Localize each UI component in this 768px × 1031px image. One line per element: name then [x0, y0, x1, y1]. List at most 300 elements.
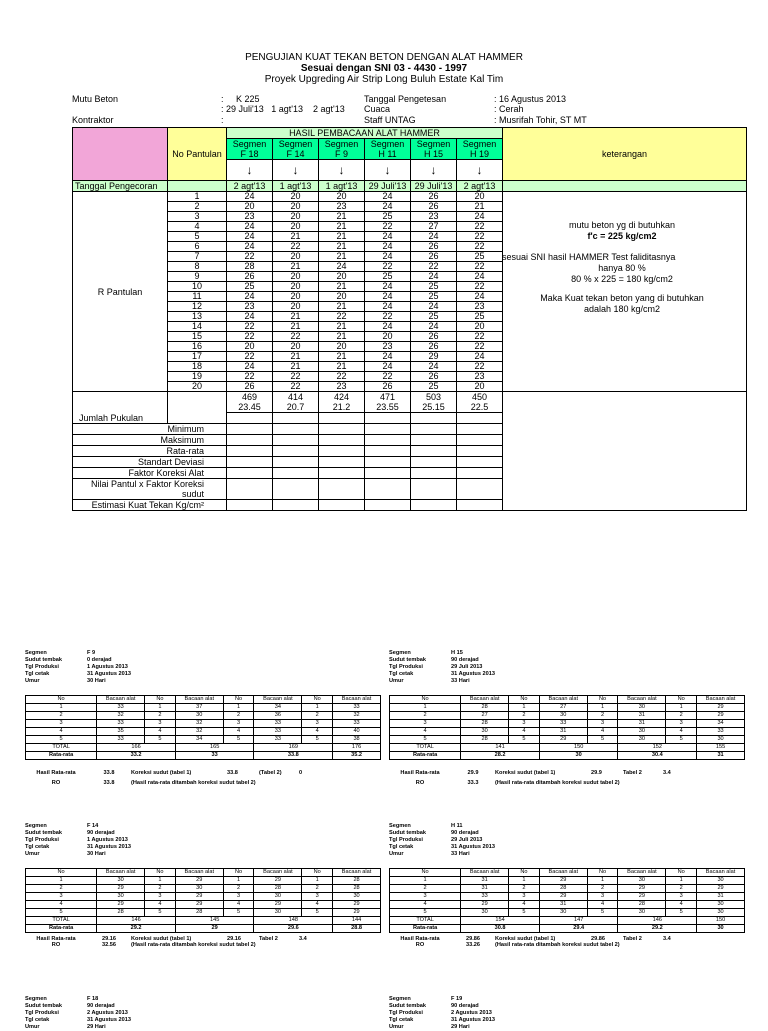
- total-cell: 146: [618, 917, 697, 925]
- table-cell: 20: [273, 212, 319, 222]
- table-cell: 24: [365, 282, 411, 292]
- meta-label: Umur: [389, 851, 404, 857]
- total-cell: 141: [461, 744, 540, 752]
- meta-label: Tgl cetak: [389, 1017, 414, 1023]
- table-cell: 26: [365, 382, 411, 392]
- meta-value: 90 derajad: [451, 1003, 479, 1009]
- table-cell: 28: [461, 704, 509, 712]
- table-cell: 34: [175, 736, 223, 744]
- colon-3: :: [221, 115, 224, 125]
- hasil-part: 33.8: [227, 770, 238, 776]
- table-cell: 24: [365, 202, 411, 212]
- meta-label: Tgl cetak: [25, 844, 50, 850]
- summary-cell: [227, 435, 273, 446]
- table-cell: 40: [333, 728, 381, 736]
- table-cell: 32: [333, 712, 381, 720]
- table-cell: 5: [302, 909, 333, 917]
- meta-label: Sudut tembak: [389, 1003, 426, 1009]
- ro-label: RO: [51, 942, 61, 948]
- meta-label: Tgl cetak: [25, 1017, 50, 1023]
- table-cell: 28: [539, 885, 587, 893]
- table-cell: 23: [457, 372, 503, 382]
- no-header: No: [302, 869, 333, 877]
- table-cell: 5: [26, 736, 97, 744]
- table-cell: 21: [273, 262, 319, 272]
- summary-cell: [319, 479, 365, 500]
- hasil-part: 29.86: [466, 936, 480, 942]
- meta-value: 31 Agustus 2013: [87, 671, 131, 677]
- table-cell: 23: [319, 202, 365, 212]
- table-cell: 24: [365, 252, 411, 262]
- summary-label: Minimum: [73, 424, 227, 435]
- table-cell: 24: [411, 362, 457, 372]
- average-cell: 23.45: [227, 402, 273, 413]
- total-cell: 176: [333, 744, 381, 752]
- total-cell: 469: [227, 392, 273, 403]
- hasil-part: Koreksi sudut (tabel 1): [131, 770, 192, 776]
- table-cell: 24: [457, 292, 503, 302]
- segment-code: F 18: [227, 149, 273, 160]
- table-cell: 2: [145, 712, 176, 720]
- summary-cell: [457, 424, 503, 435]
- table-cell: 22: [273, 372, 319, 382]
- table-cell: 3: [390, 893, 461, 901]
- meta-value: 2 Agustus 2013: [87, 1010, 128, 1016]
- hasil-part: Hasil Rata-rata: [400, 770, 440, 776]
- tanggal-row: [73, 181, 747, 192]
- table-cell: 4: [587, 901, 618, 909]
- meta-label: Sudut tembak: [25, 657, 62, 663]
- summary-cell: [457, 446, 503, 457]
- tgl-label: Tanggal Pengetesan: [364, 94, 447, 104]
- table-row: [390, 909, 745, 917]
- hasil-part: (Tabel 2): [259, 770, 282, 776]
- bacaan-header-cell: Bacaan alat: [254, 869, 302, 877]
- table-cell: 3: [168, 212, 227, 222]
- table-cell: 17: [168, 352, 227, 362]
- table-cell: 31: [539, 901, 587, 909]
- tanggal-cell: 1 agt'13: [273, 181, 319, 192]
- table-cell: 24: [227, 222, 273, 232]
- table-cell: 24: [227, 362, 273, 372]
- table-cell: 30: [254, 893, 302, 901]
- table-cell: 4: [390, 901, 461, 909]
- hasil-header: HASIL PEMBACAAN ALAT HAMMER: [227, 128, 503, 139]
- table-cell: 15: [168, 332, 227, 342]
- table-cell: 1: [26, 877, 97, 885]
- mutu-label: Mutu Beton: [72, 94, 119, 104]
- summary-label: Nilai Pantul x Faktor Koreksi sudut: [73, 479, 227, 500]
- table-cell: 3: [390, 720, 461, 728]
- meta-label: Tgl Produksi: [389, 837, 423, 843]
- rata-cell: 28.2: [461, 752, 540, 760]
- average-cell: 21.2: [319, 402, 365, 413]
- table-cell: 31: [618, 712, 666, 720]
- summary-cell: [319, 413, 365, 424]
- bacaan-header-cell: Bacaan alat: [697, 869, 745, 877]
- table-cell: 3: [145, 720, 176, 728]
- table-row: [390, 728, 745, 736]
- summary-cell: [227, 413, 273, 424]
- staff-label: Staff UNTAG: [364, 115, 416, 125]
- bacaan-header-cell: Bacaan alat: [254, 696, 302, 704]
- table-cell: 14: [168, 322, 227, 332]
- summary-cell: [227, 500, 273, 511]
- table-cell: 4: [509, 728, 540, 736]
- table-cell: 2: [587, 885, 618, 893]
- meta-value: 2 Agustus 2013: [451, 1010, 492, 1016]
- bacaan-header-cell: Bacaan alat: [333, 869, 381, 877]
- segment-meta: [389, 823, 495, 858]
- table-cell: 28: [97, 909, 145, 917]
- table-cell: 26: [411, 242, 457, 252]
- table-cell: 28: [333, 877, 381, 885]
- summary-cell: [411, 500, 457, 511]
- meta-value: 90 derajad: [87, 830, 115, 836]
- table-cell: 23: [365, 342, 411, 352]
- meta-value: 90 derajad: [451, 830, 479, 836]
- table-cell: 24: [411, 232, 457, 242]
- meta-value: 31 Agustus 2013: [87, 1017, 131, 1023]
- table-cell: 20: [319, 292, 365, 302]
- table-cell: 2: [390, 712, 461, 720]
- table-cell: 21: [319, 322, 365, 332]
- bacaan-table: [389, 868, 745, 933]
- table-cell: 24: [319, 262, 365, 272]
- table-cell: 20: [273, 222, 319, 232]
- table-cell: 27: [539, 704, 587, 712]
- segment-code: F 14: [273, 149, 319, 160]
- rata-cell: 33.2: [97, 752, 176, 760]
- total-cell: 155: [697, 744, 745, 752]
- total-cell: 152: [618, 744, 697, 752]
- rata-label: Rata-rata: [390, 925, 461, 933]
- summary-cell: [227, 446, 273, 457]
- table-cell: 22: [457, 222, 503, 232]
- summary-cell: [365, 500, 411, 511]
- table-cell: 29: [254, 901, 302, 909]
- table-cell: 22: [365, 222, 411, 232]
- table-cell: 1: [168, 192, 227, 202]
- meta-value: 33 Hari: [451, 678, 470, 684]
- bacaan-header-cell: Bacaan alat: [539, 696, 587, 704]
- table-cell: 25: [365, 272, 411, 282]
- table-cell: 20: [457, 322, 503, 332]
- table-cell: 4: [223, 901, 254, 909]
- table-cell: 33: [97, 704, 145, 712]
- table-cell: 2: [666, 712, 697, 720]
- table-cell: 21: [319, 232, 365, 242]
- table-cell: 3: [509, 720, 540, 728]
- hasil-part: 3.4: [299, 936, 307, 942]
- bacaan-header: [26, 696, 381, 704]
- hasil-part: Hasil Rata-rata: [400, 936, 440, 942]
- cuaca-value: : Cerah: [494, 104, 524, 114]
- total-label: TOTAL: [390, 917, 461, 925]
- hasil-part: Tabel 2: [623, 936, 642, 942]
- table-cell: 7: [168, 252, 227, 262]
- summary-cell: [319, 435, 365, 446]
- table-row: [26, 728, 381, 736]
- total-label: TOTAL: [390, 744, 461, 752]
- meta-label: Sudut tembak: [25, 830, 62, 836]
- table-cell: 5: [168, 232, 227, 242]
- table-cell: 24: [457, 272, 503, 282]
- table-cell: 28: [333, 885, 381, 893]
- total-cell: 450: [457, 392, 503, 403]
- total-cell: 146: [97, 917, 176, 925]
- rata-cell: 35.2: [333, 752, 381, 760]
- table-cell: 2: [666, 885, 697, 893]
- summary-cell: [273, 479, 319, 500]
- table-cell: 3: [26, 893, 97, 901]
- table-cell: 21: [273, 322, 319, 332]
- table-cell: 20: [273, 302, 319, 312]
- rata-cell: 29.6: [254, 925, 333, 933]
- no-header: No: [390, 696, 461, 704]
- table-cell: 30: [697, 877, 745, 885]
- summary-cell: [227, 468, 273, 479]
- summary-label: Maksimum: [73, 435, 227, 446]
- keterangan-notes: [500, 220, 744, 315]
- mutu-value: K 225: [236, 94, 260, 104]
- table-cell: 5: [145, 736, 176, 744]
- total-cell: 471: [365, 392, 411, 403]
- table-cell: 23: [457, 302, 503, 312]
- table-cell: 33: [461, 893, 509, 901]
- meta-value: 29 Hari: [451, 1024, 470, 1030]
- table-cell: 9: [168, 272, 227, 282]
- meta-label: Tgl Produksi: [25, 664, 59, 670]
- hasil-part: Koreksi sudut (tabel 1): [495, 770, 556, 776]
- table-cell: 2: [168, 202, 227, 212]
- ro-line: [389, 780, 745, 786]
- table-cell: 24: [365, 352, 411, 362]
- table-cell: 13: [168, 312, 227, 322]
- rata-cell: 30.8: [461, 925, 540, 933]
- segment-meta: [389, 996, 495, 1031]
- ro-value: 32.56: [102, 942, 116, 948]
- meta-label: Segmen: [389, 996, 411, 1002]
- table-cell: 24: [365, 192, 411, 202]
- table-cell: 4: [302, 901, 333, 909]
- meta-value: H 11: [451, 823, 463, 829]
- bacaan-header: [390, 869, 745, 877]
- bacaan-header-cell: Bacaan alat: [697, 696, 745, 704]
- r-pantulan-label: R Pantulan: [73, 192, 168, 392]
- table-cell: 3: [223, 893, 254, 901]
- table-cell: 29: [461, 901, 509, 909]
- table-row: [26, 901, 381, 909]
- summary-cell: [273, 500, 319, 511]
- table-cell: 5: [587, 736, 618, 744]
- total-cell: 424: [319, 392, 365, 403]
- table-cell: 33: [97, 736, 145, 744]
- tanggal-cell: 1 agt'13: [319, 181, 365, 192]
- table-cell: 25: [411, 312, 457, 322]
- table-cell: 31: [539, 728, 587, 736]
- meta-value: 31 Agustus 2013: [87, 844, 131, 850]
- rata-cell: 29.2: [97, 925, 176, 933]
- ro-note: (Hasil rata-rata ditambah koreksi sudut tabel 2): [495, 942, 620, 948]
- arrow-down-icon: ↓: [457, 160, 503, 181]
- table-cell: 2: [145, 885, 176, 893]
- table-cell: 34: [697, 720, 745, 728]
- table-cell: 20: [365, 332, 411, 342]
- note-2: f'c = 225 kg/cm2: [587, 231, 657, 241]
- table-cell: 1: [509, 877, 540, 885]
- hasil-part: Koreksi sudut (tabel 1): [131, 936, 192, 942]
- table-cell: 4: [168, 222, 227, 232]
- table-cell: 24: [365, 362, 411, 372]
- summary-cell: [411, 424, 457, 435]
- summary-cell: [457, 435, 503, 446]
- no-pantulan-header: No Pantulan: [168, 128, 227, 181]
- table-cell: 18: [168, 362, 227, 372]
- table-row: [26, 712, 381, 720]
- summary-cell: [365, 479, 411, 500]
- table-cell: 33: [254, 728, 302, 736]
- rata-label: Rata-rata: [390, 752, 461, 760]
- table-row: [26, 885, 381, 893]
- table-cell: 4: [302, 728, 333, 736]
- table-cell: 5: [666, 736, 697, 744]
- summary-cell: [365, 424, 411, 435]
- summary-cell: [227, 424, 273, 435]
- segment-code: F 9: [319, 149, 365, 160]
- summary-cell: [273, 468, 319, 479]
- table-cell: 29: [697, 712, 745, 720]
- table-cell: 29: [618, 893, 666, 901]
- segment-block: [389, 823, 745, 948]
- table-cell: 5: [390, 736, 461, 744]
- table-row: [26, 704, 381, 712]
- total-cell: 503: [411, 392, 457, 403]
- summary-cell: [411, 457, 457, 468]
- dates-row: : 29 Juli'13 1 agt'13 2 agt'13: [221, 104, 345, 114]
- table-cell: 2: [26, 712, 97, 720]
- table-cell: 4: [666, 728, 697, 736]
- no-header: No: [587, 869, 618, 877]
- bacaan-header-cell: Bacaan alat: [539, 869, 587, 877]
- table-cell: 3: [666, 893, 697, 901]
- meta-label: Tgl cetak: [25, 671, 50, 677]
- table-cell: 22: [457, 282, 503, 292]
- table-cell: 22: [365, 372, 411, 382]
- table-row: [26, 720, 381, 728]
- table-cell: 29: [618, 885, 666, 893]
- table-cell: 22: [457, 262, 503, 272]
- table-cell: 25: [227, 282, 273, 292]
- segmen-word: Segmen: [457, 139, 503, 150]
- bacaan-header-cell: Bacaan alat: [618, 696, 666, 704]
- table-cell: 2: [26, 885, 97, 893]
- bacaan-header-cell: Bacaan alat: [175, 869, 223, 877]
- table-cell: 3: [666, 720, 697, 728]
- rata-row: [26, 925, 381, 933]
- table-cell: 29: [175, 893, 223, 901]
- table-cell: 3: [26, 720, 97, 728]
- table-cell: 20: [168, 382, 227, 392]
- table-cell: 29: [97, 901, 145, 909]
- meta-label: Umur: [389, 1024, 404, 1030]
- no-header: No: [26, 869, 97, 877]
- table-cell: 3: [302, 893, 333, 901]
- rata-cell: 33.8: [254, 752, 333, 760]
- meta-value: 90 derajad: [451, 657, 479, 663]
- title-line-2: Sesuai dengan SNI 03 - 4430 - 1997: [300, 63, 468, 74]
- table-cell: 4: [145, 901, 176, 909]
- summary-label: Estimasi Kuat Tekan Kg/cm²: [73, 500, 227, 511]
- meta-value: 31 Agustus 2013: [451, 844, 495, 850]
- table-cell: 29: [254, 877, 302, 885]
- table-cell: 2: [302, 885, 333, 893]
- no-header: No: [145, 869, 176, 877]
- meta-value: F 14: [87, 823, 99, 829]
- hasil-part: 29.9: [591, 770, 602, 776]
- table-cell: 4: [223, 728, 254, 736]
- rata-label: Rata-rata: [26, 925, 97, 933]
- table-cell: 20: [273, 202, 319, 212]
- meta-value: 30 Hari: [87, 851, 106, 857]
- hasil-part: 33.8: [103, 770, 115, 776]
- summary-cell: [273, 413, 319, 424]
- table-cell: 30: [697, 736, 745, 744]
- table-cell: 38: [333, 736, 381, 744]
- meta-label: Segmen: [389, 823, 411, 829]
- table-row: [390, 720, 745, 728]
- ro-label: RO: [51, 780, 61, 786]
- table-cell: 21: [273, 232, 319, 242]
- table-cell: 5: [587, 909, 618, 917]
- table-cell: 34: [254, 704, 302, 712]
- segment-block: [25, 996, 381, 1031]
- summary-cell: [411, 413, 457, 424]
- table-cell: 28: [461, 736, 509, 744]
- summary-cell: [411, 435, 457, 446]
- summary-cell: [365, 435, 411, 446]
- table-cell: 20: [227, 202, 273, 212]
- table-cell: 26: [411, 372, 457, 382]
- meta-value: 90 derajad: [87, 1003, 115, 1009]
- no-header: No: [302, 696, 333, 704]
- table-row: [390, 712, 745, 720]
- summary-cell: [273, 457, 319, 468]
- table-cell: 21: [319, 362, 365, 372]
- header-row-1: [73, 128, 747, 139]
- table-cell: 5: [509, 736, 540, 744]
- meta-label: Segmen: [25, 823, 47, 829]
- meta-value: H 15: [451, 650, 463, 656]
- pink-corner: [73, 128, 168, 181]
- table-cell: 22: [273, 382, 319, 392]
- table-cell: 19: [168, 372, 227, 382]
- no-header: No: [390, 869, 461, 877]
- segment-meta: [25, 650, 131, 685]
- table-cell: 8: [168, 262, 227, 272]
- table-cell: 29: [175, 901, 223, 909]
- bacaan-table: [25, 868, 381, 933]
- table-cell: 10: [168, 282, 227, 292]
- table-cell: 21: [319, 352, 365, 362]
- table-cell: 32: [175, 728, 223, 736]
- table-cell: 22: [365, 262, 411, 272]
- table-cell: 1: [666, 877, 697, 885]
- bacaan-header-cell: Bacaan alat: [618, 869, 666, 877]
- table-cell: 24: [227, 232, 273, 242]
- title-line-3: Proyek Upgreding Air Strip Long Buluh Estate Kal Tim: [264, 74, 504, 85]
- summary-cell: [411, 479, 457, 500]
